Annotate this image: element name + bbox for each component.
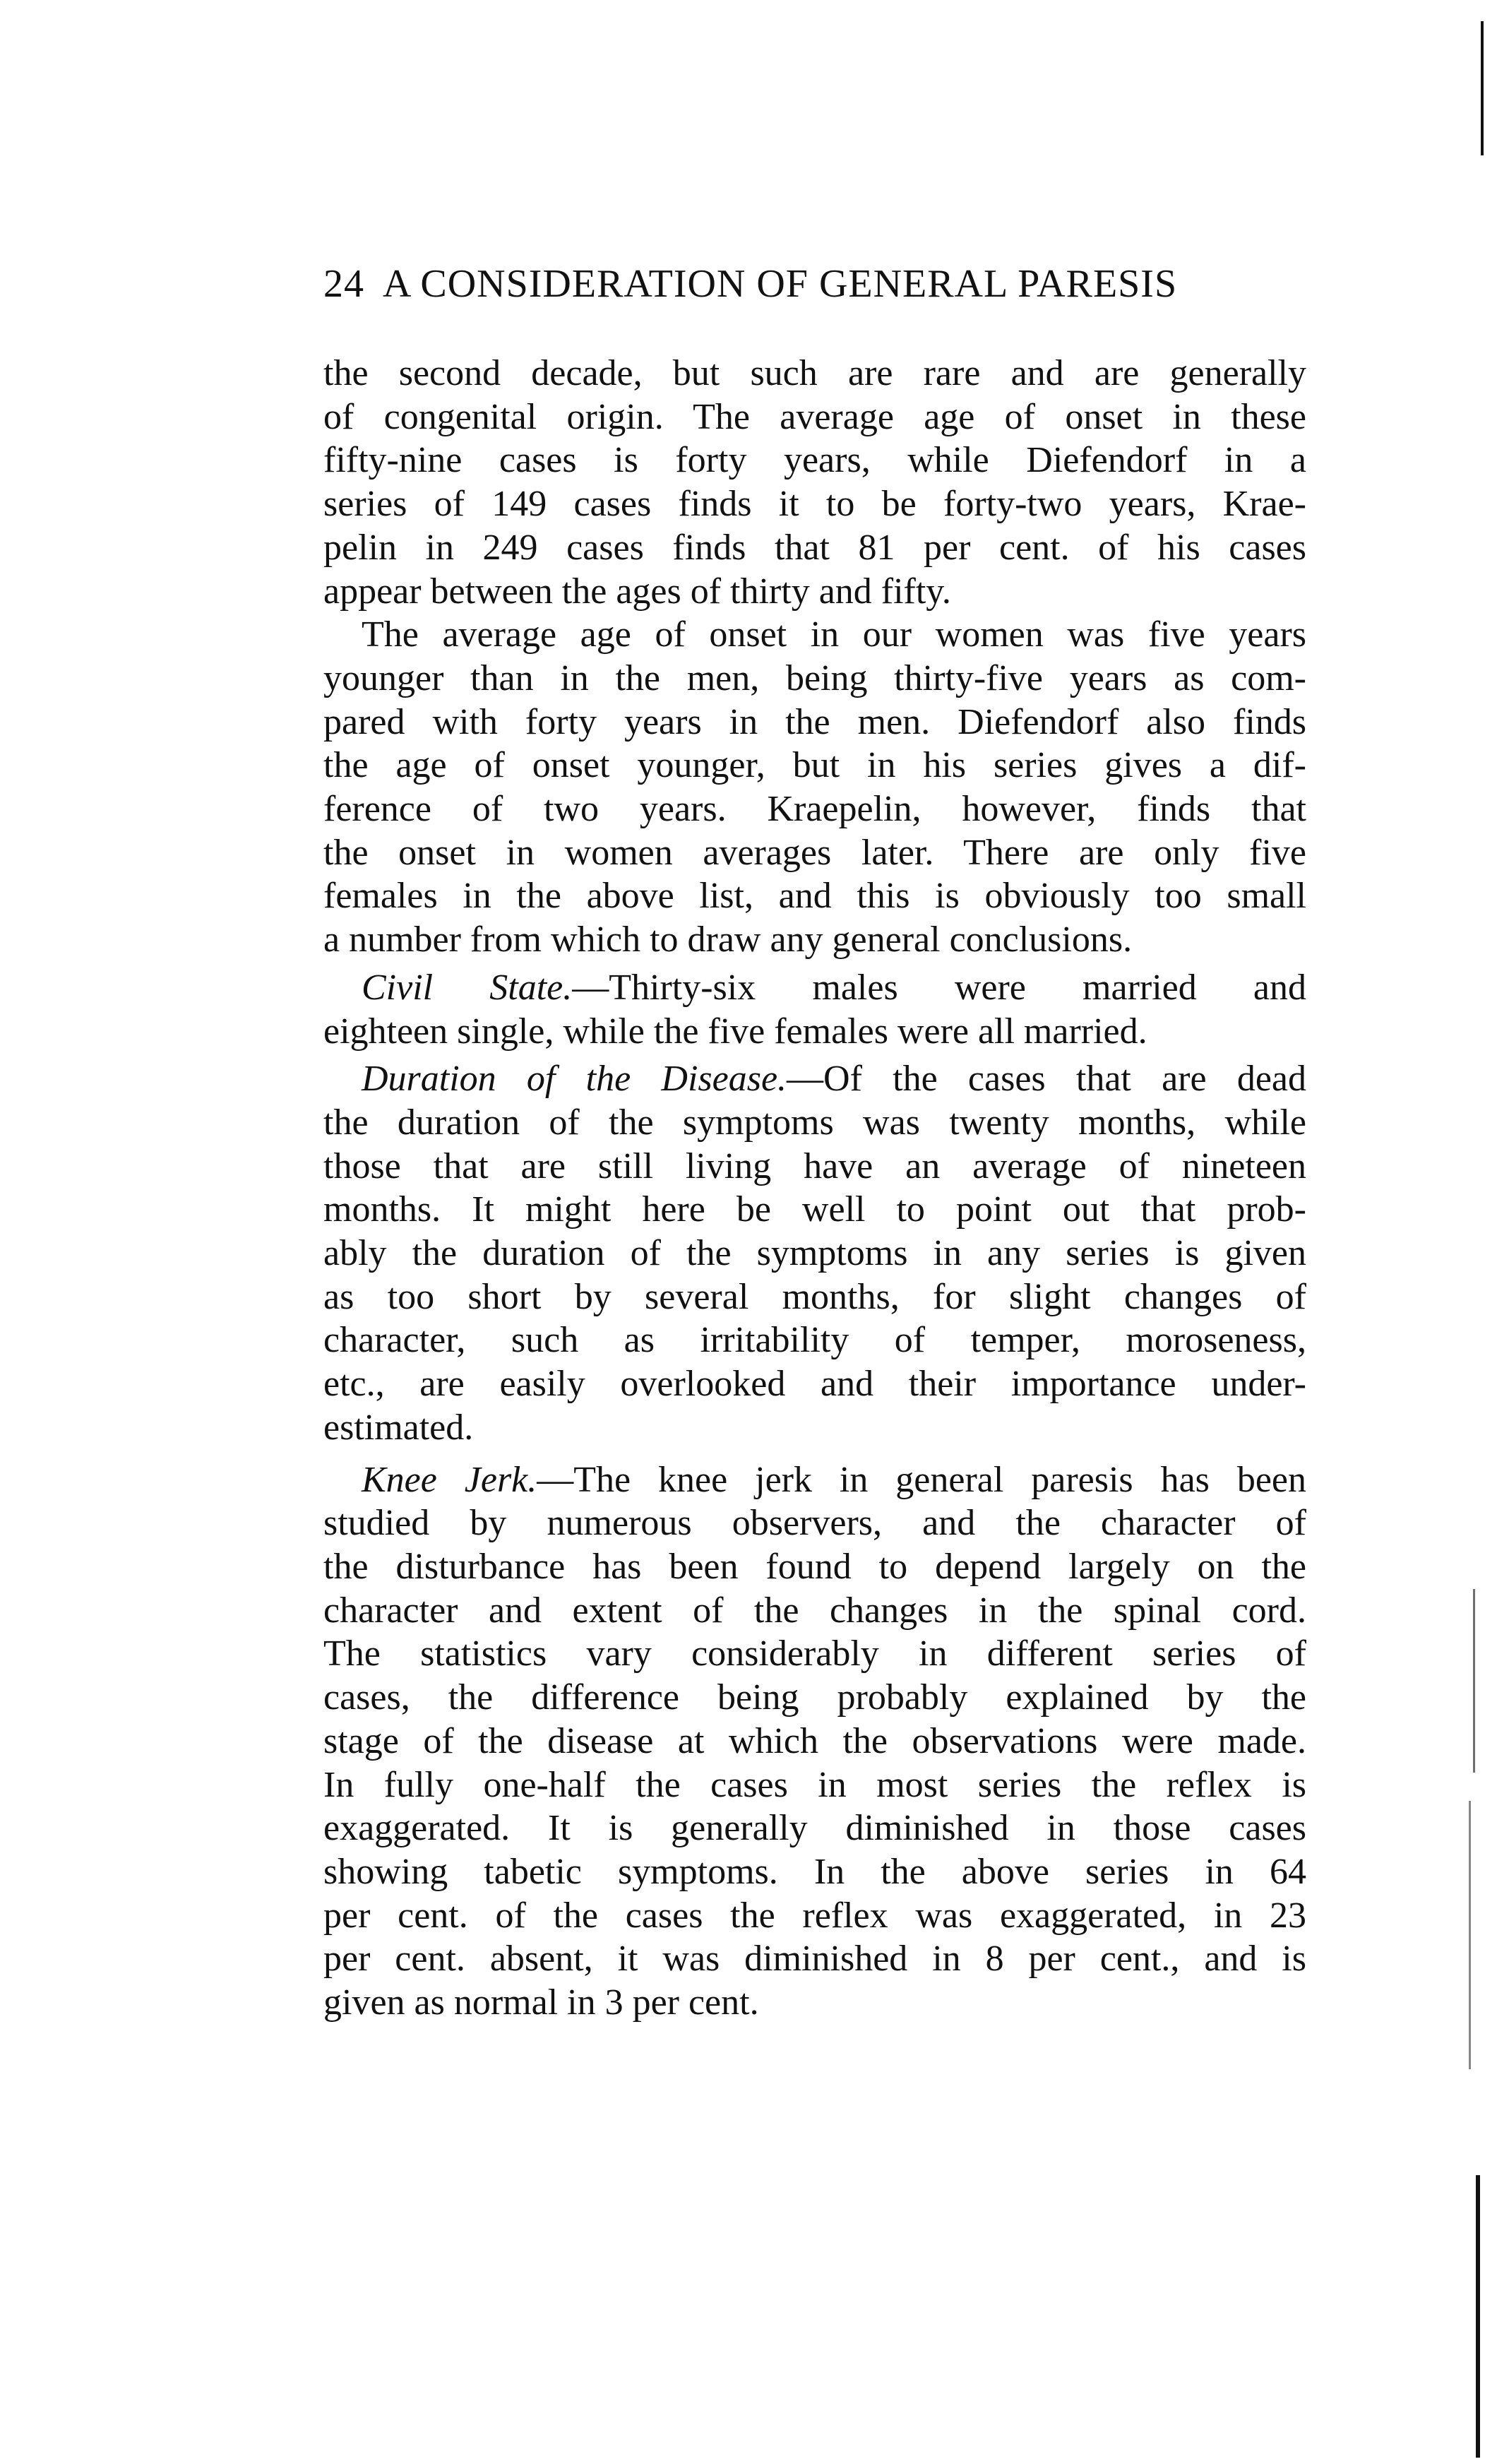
running-header: [323, 256, 1354, 312]
text-line: [323, 966, 1306, 1010]
line-text: months. It might here be well to point out that prob-: [323, 1189, 1306, 1230]
line-text: —The knee jerk in general paresis has been: [537, 1459, 1306, 1500]
scan-edge-mark-mid: [1473, 1589, 1475, 1773]
scan-edge-mark-lower: [1469, 1801, 1471, 2069]
line-text: fifty-nine cases is forty years, while Diefendorf in a: [323, 440, 1306, 481]
line-text: a number from which to draw any general conclusions.: [323, 919, 1133, 960]
line-text: the duration of the symptoms was twenty months, while: [323, 1102, 1306, 1143]
line-text: younger than in the men, being thirty-five years as com-: [323, 657, 1306, 698]
text-line: [323, 352, 1306, 395]
line-text: —Thirty-six males were married and: [572, 967, 1306, 1008]
line-text: those that are still living have an average of nineteen: [323, 1145, 1306, 1186]
text-line: [323, 482, 1306, 526]
text-line: [323, 1501, 1306, 1545]
text-line: [323, 1632, 1306, 1676]
text-line: [323, 1057, 1306, 1101]
line-text: the age of onset younger, but in his series gives a dif-: [323, 745, 1306, 786]
text-line: [323, 1850, 1306, 1894]
line-text: cases, the difference being probably explained by the: [323, 1677, 1306, 1718]
scan-edge-mark-top: [1481, 21, 1484, 155]
line-text: series of 149 cases finds it to be forty-two years, Krae-: [323, 484, 1306, 525]
line-text: The average age of onset in our women was five years: [362, 614, 1306, 655]
line-text: showing tabetic symptoms. In the above series in 64: [323, 1851, 1306, 1892]
text-line: [323, 1763, 1306, 1807]
line-text: pelin in 249 cases finds that 81 per cent. of his cases: [323, 527, 1306, 568]
text-line: [323, 787, 1306, 831]
text-line: [323, 701, 1306, 744]
line-text: the second decade, but such are rare and are generally: [323, 353, 1306, 393]
text-line: [323, 1545, 1306, 1589]
text-line: [323, 1362, 1306, 1406]
text-line: [323, 918, 1306, 962]
text-line: [323, 874, 1306, 918]
line-text: ably the duration of the symptoms in any series is given: [323, 1233, 1306, 1274]
text-line: [323, 1101, 1306, 1145]
line-text: In fully one-half the cases in most series the reflex is: [323, 1764, 1306, 1805]
text-line: [323, 744, 1306, 787]
text-line: [323, 1807, 1306, 1850]
text-line: [323, 657, 1306, 701]
run-in-heading: Civil State.: [362, 967, 573, 1008]
line-text: stage of the disease at which the observations were made.: [323, 1720, 1306, 1761]
text-line: [323, 613, 1306, 657]
text-line: [323, 831, 1306, 875]
line-text: studied by numerous observers, and the character of: [323, 1503, 1306, 1544]
text-line: [323, 1010, 1306, 1054]
line-text: per cent. absent, it was diminished in 8 per cent., and is: [323, 1939, 1306, 1980]
line-text: character and extent of the changes in the spinal cord.: [323, 1590, 1306, 1631]
body-text: [323, 352, 1306, 2025]
running-title: A CONSIDERATION OF GENERAL PARESIS: [383, 262, 1178, 306]
text-line: [323, 1894, 1306, 1938]
text-line: [323, 570, 1306, 614]
run-in-heading: Knee Jerk.: [362, 1459, 537, 1500]
text-line: [323, 1145, 1306, 1189]
text-line: [323, 1275, 1306, 1319]
text-line: [323, 1319, 1306, 1362]
line-text: exaggerated. It is generally diminished in those cases: [323, 1808, 1306, 1849]
line-text: females in the above list, and this is obviously too small: [323, 876, 1306, 917]
scan-edge-mark-bottom: [1476, 2175, 1480, 2458]
run-in-heading: Duration of the Disease.: [362, 1059, 787, 1100]
page-number: 24: [323, 262, 364, 306]
line-text: estimated.: [323, 1407, 474, 1448]
text-line: [323, 1589, 1306, 1633]
line-text: appear between the ages of thirty and fifty.: [323, 571, 951, 612]
text-line: [323, 1406, 1306, 1450]
line-text: as too short by several months, for slight changes of: [323, 1276, 1306, 1317]
line-text: —Of the cases that are dead: [787, 1059, 1306, 1100]
text-line: [323, 439, 1306, 482]
line-text: etc., are easily overlooked and their importance under-: [323, 1364, 1306, 1405]
text-line: [323, 395, 1306, 439]
line-text: the onset in women averages later. There are only five: [323, 832, 1306, 873]
line-text: character, such as irritability of temper, moroseness,: [323, 1320, 1306, 1361]
text-line: [323, 1981, 1306, 2025]
text-line: [323, 1676, 1306, 1720]
text-line: [323, 526, 1306, 570]
line-text: per cent. of the cases the reflex was exaggerated, in 23: [323, 1895, 1306, 1936]
line-text: ference of two years. Kraepelin, however, finds that: [323, 789, 1306, 830]
line-text: the disturbance has been found to depend largely on the: [323, 1546, 1306, 1587]
text-line: [323, 1720, 1306, 1763]
line-text: The statistics vary considerably in different series of: [323, 1633, 1306, 1674]
text-line: [323, 1232, 1306, 1275]
line-text: of congenital origin. The average age of onset in these: [323, 396, 1306, 437]
text-line: [323, 1188, 1306, 1232]
line-text: pared with forty years in the men. Diefendorf also finds: [323, 701, 1306, 742]
text-line: [323, 1458, 1306, 1502]
line-text: given as normal in 3 per cent.: [323, 1982, 759, 2023]
line-text: eighteen single, while the five females were all married.: [323, 1011, 1147, 1052]
text-line: [323, 1937, 1306, 1981]
